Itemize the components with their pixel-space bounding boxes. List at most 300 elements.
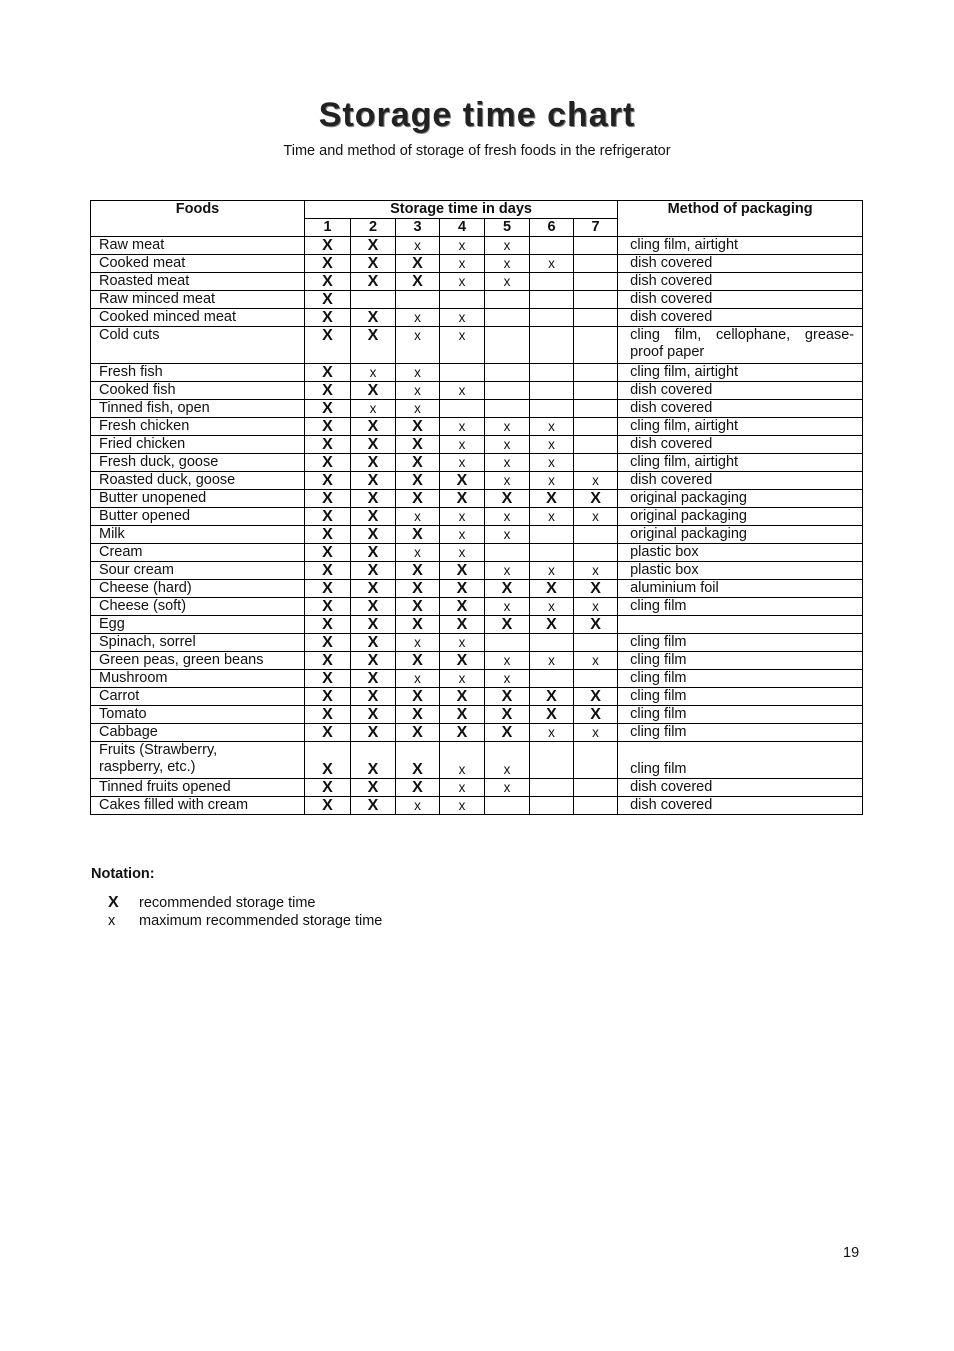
storage-mark-day-6: x (530, 562, 574, 580)
storage-mark-day-6 (530, 327, 574, 364)
storage-mark-day-2: X (351, 454, 396, 472)
packaging-method: dish covered (618, 291, 863, 309)
storage-mark-day-2 (351, 291, 396, 309)
storage-mark-day-4: X (440, 472, 485, 490)
table-row (91, 616, 863, 634)
food-name: Roasted meat (91, 273, 305, 291)
storage-mark-day-6 (530, 237, 574, 255)
storage-mark-day-1: X (305, 309, 351, 327)
storage-mark-day-6: x (530, 652, 574, 670)
packaging-method: cling film (618, 634, 863, 652)
storage-mark-day-2: X (351, 562, 396, 580)
storage-mark-day-5: x (485, 562, 530, 580)
storage-mark-day-7 (574, 400, 618, 418)
table-row (91, 670, 863, 688)
food-name: Mushroom (91, 670, 305, 688)
storage-mark-day-6: X (530, 706, 574, 724)
storage-mark-day-6 (530, 544, 574, 562)
packaging-method: cling film (618, 652, 863, 670)
storage-mark-day-3: x (396, 670, 440, 688)
storage-mark-day-1: X (305, 418, 351, 436)
storage-mark-day-6 (530, 364, 574, 382)
storage-mark-day-3: X (396, 580, 440, 598)
storage-mark-day-6 (530, 779, 574, 797)
storage-mark-day-6 (530, 634, 574, 652)
storage-mark-day-2: X (351, 418, 396, 436)
storage-mark-day-7: X (574, 580, 618, 598)
storage-mark-day-3: X (396, 562, 440, 580)
storage-mark-day-4: X (440, 652, 485, 670)
food-name: Cabbage (91, 724, 305, 742)
storage-mark-day-3: x (396, 400, 440, 418)
food-name: Cheese (soft) (91, 598, 305, 616)
food-name: Carrot (91, 688, 305, 706)
storage-mark-day-1: X (305, 291, 351, 309)
food-name: Tomato (91, 706, 305, 724)
storage-mark-day-3 (396, 291, 440, 309)
packaging-method: cling film (618, 724, 863, 742)
notation-item-recommended (108, 894, 316, 912)
storage-mark-day-2: X (351, 634, 396, 652)
storage-mark-day-6: x (530, 436, 574, 454)
food-name: Fruits (Strawberry, raspberry, etc.) (91, 742, 305, 779)
storage-mark-day-4: x (440, 273, 485, 291)
storage-mark-day-7 (574, 327, 618, 364)
storage-mark-day-3: x (396, 327, 440, 364)
storage-mark-day-1: X (305, 436, 351, 454)
storage-mark-day-5: x (485, 472, 530, 490)
storage-mark-day-4: x (440, 742, 485, 779)
storage-mark-day-2: X (351, 544, 396, 562)
storage-mark-day-5: X (485, 724, 530, 742)
storage-mark-day-5: x (485, 255, 530, 273)
storage-mark-day-7 (574, 309, 618, 327)
storage-mark-day-4: X (440, 562, 485, 580)
storage-mark-day-1: X (305, 670, 351, 688)
storage-mark-day-4: X (440, 580, 485, 598)
table-row (91, 526, 863, 544)
storage-mark-day-6: x (530, 255, 574, 273)
header-day-3: 3 (396, 219, 440, 237)
storage-mark-day-3: X (396, 472, 440, 490)
notation-text: recommended storage time (139, 895, 316, 911)
storage-mark-day-6: x (530, 454, 574, 472)
storage-mark-day-2: X (351, 670, 396, 688)
table-row (91, 634, 863, 652)
storage-mark-day-4: X (440, 616, 485, 634)
packaging-method: dish covered (618, 273, 863, 291)
storage-mark-day-1: X (305, 580, 351, 598)
table-row (91, 309, 863, 327)
header-day-1: 1 (305, 219, 351, 237)
storage-mark-day-7 (574, 797, 618, 815)
storage-mark-day-5 (485, 634, 530, 652)
table-body (91, 237, 863, 815)
food-name: Roasted duck, goose (91, 472, 305, 490)
storage-mark-day-7 (574, 273, 618, 291)
storage-mark-day-7 (574, 436, 618, 454)
storage-mark-day-7 (574, 670, 618, 688)
table-row (91, 436, 863, 454)
food-name: Milk (91, 526, 305, 544)
storage-mark-day-2: X (351, 508, 396, 526)
table-row (91, 688, 863, 706)
food-name: Raw meat (91, 237, 305, 255)
storage-mark-day-6: X (530, 688, 574, 706)
storage-mark-day-2: x (351, 364, 396, 382)
storage-mark-day-3: X (396, 454, 440, 472)
table-row (91, 598, 863, 616)
table-row (91, 724, 863, 742)
storage-time-table (90, 200, 863, 815)
storage-mark-day-4: x (440, 797, 485, 815)
storage-mark-day-5: X (485, 688, 530, 706)
storage-mark-day-4: x (440, 544, 485, 562)
packaging-method: dish covered (618, 309, 863, 327)
storage-mark-day-4: X (440, 688, 485, 706)
notation-symbol: x (108, 913, 116, 929)
storage-mark-day-3: X (396, 598, 440, 616)
storage-mark-day-4: x (440, 382, 485, 400)
packaging-method: cling film, cellophane, grease-proof paper (618, 327, 863, 364)
storage-mark-day-3: X (396, 652, 440, 670)
storage-mark-day-5: X (485, 580, 530, 598)
storage-mark-day-7: X (574, 688, 618, 706)
storage-mark-day-1: X (305, 797, 351, 815)
table-row (91, 327, 863, 364)
storage-mark-day-7: X (574, 616, 618, 634)
notation-symbol: X (108, 894, 119, 911)
storage-mark-day-1: X (305, 688, 351, 706)
storage-mark-day-1: X (305, 526, 351, 544)
page-number: 19 (843, 1245, 860, 1261)
storage-mark-day-3: X (396, 490, 440, 508)
packaging-method: cling film (618, 670, 863, 688)
storage-mark-day-5: x (485, 670, 530, 688)
storage-mark-day-1: X (305, 724, 351, 742)
food-name: Tinned fruits opened (91, 779, 305, 797)
storage-mark-day-3: x (396, 364, 440, 382)
storage-mark-day-2: X (351, 382, 396, 400)
storage-mark-day-5: x (485, 526, 530, 544)
storage-mark-day-4: x (440, 508, 485, 526)
storage-mark-day-2: X (351, 652, 396, 670)
food-name: Cheese (hard) (91, 580, 305, 598)
storage-mark-day-1: X (305, 255, 351, 273)
storage-mark-day-7: x (574, 598, 618, 616)
storage-mark-day-7 (574, 364, 618, 382)
notation-title: Notation: (91, 866, 155, 882)
storage-mark-day-7: X (574, 706, 618, 724)
storage-mark-day-1: X (305, 364, 351, 382)
storage-mark-day-2: X (351, 273, 396, 291)
storage-mark-day-2: X (351, 779, 396, 797)
storage-mark-day-5: x (485, 418, 530, 436)
storage-mark-day-6 (530, 670, 574, 688)
storage-mark-day-1: X (305, 454, 351, 472)
storage-mark-day-3: X (396, 688, 440, 706)
packaging-method: original packaging (618, 526, 863, 544)
storage-mark-day-6 (530, 273, 574, 291)
storage-mark-day-5: x (485, 273, 530, 291)
page-title: Storage time chart (318, 96, 636, 134)
table-row (91, 400, 863, 418)
storage-mark-day-7 (574, 544, 618, 562)
packaging-method: cling film (618, 598, 863, 616)
storage-mark-day-5 (485, 400, 530, 418)
storage-mark-day-4: x (440, 255, 485, 273)
storage-mark-day-6: x (530, 472, 574, 490)
food-name: Fried chicken (91, 436, 305, 454)
storage-mark-day-3: X (396, 706, 440, 724)
storage-mark-day-1: X (305, 652, 351, 670)
packaging-method: dish covered (618, 436, 863, 454)
storage-mark-day-7 (574, 742, 618, 779)
storage-mark-day-3: x (396, 237, 440, 255)
storage-mark-day-7 (574, 291, 618, 309)
table-row (91, 237, 863, 255)
packaging-method: dish covered (618, 472, 863, 490)
storage-mark-day-6: X (530, 580, 574, 598)
storage-mark-day-4: x (440, 634, 485, 652)
storage-mark-day-5: x (485, 454, 530, 472)
notation-item-maximum (108, 913, 382, 929)
header-storage-time: Storage time in days (305, 201, 618, 219)
storage-mark-day-3: X (396, 779, 440, 797)
storage-mark-day-5: x (485, 779, 530, 797)
storage-mark-day-6 (530, 291, 574, 309)
storage-mark-day-2: X (351, 580, 396, 598)
header-method: Method of packaging (618, 201, 863, 237)
packaging-method: cling film (618, 706, 863, 724)
storage-mark-day-7 (574, 779, 618, 797)
header-day-2: 2 (351, 219, 396, 237)
storage-mark-day-3: X (396, 724, 440, 742)
table-row (91, 797, 863, 815)
header-day-7: 7 (574, 219, 618, 237)
storage-mark-day-3: X (396, 418, 440, 436)
storage-mark-day-4: x (440, 327, 485, 364)
storage-mark-day-3: X (396, 273, 440, 291)
header-day-6: 6 (530, 219, 574, 237)
table-row (91, 652, 863, 670)
storage-mark-day-7: x (574, 652, 618, 670)
storage-mark-day-1: X (305, 616, 351, 634)
table-row (91, 291, 863, 309)
storage-mark-day-2: X (351, 598, 396, 616)
storage-mark-day-3: x (396, 309, 440, 327)
packaging-method: cling film, airtight (618, 454, 863, 472)
storage-mark-day-1: X (305, 779, 351, 797)
storage-mark-day-2: X (351, 472, 396, 490)
storage-mark-day-6: x (530, 724, 574, 742)
food-name: Cakes filled with cream (91, 797, 305, 815)
storage-mark-day-5 (485, 797, 530, 815)
storage-mark-day-7 (574, 382, 618, 400)
storage-mark-day-1: X (305, 598, 351, 616)
packaging-method: cling film, airtight (618, 237, 863, 255)
storage-mark-day-3: X (396, 742, 440, 779)
header-day-5: 5 (485, 219, 530, 237)
storage-mark-day-5 (485, 544, 530, 562)
storage-mark-day-5: X (485, 616, 530, 634)
table-row (91, 472, 863, 490)
storage-mark-day-7 (574, 418, 618, 436)
packaging-method: original packaging (618, 508, 863, 526)
storage-mark-day-2: X (351, 309, 396, 327)
storage-mark-day-4 (440, 364, 485, 382)
storage-mark-day-2: X (351, 490, 396, 508)
storage-mark-day-6: x (530, 598, 574, 616)
storage-mark-day-3: x (396, 797, 440, 815)
packaging-method: dish covered (618, 255, 863, 273)
header-foods: Foods (91, 201, 305, 237)
table-row (91, 255, 863, 273)
storage-mark-day-4: x (440, 309, 485, 327)
storage-mark-day-1: X (305, 472, 351, 490)
table-row (91, 418, 863, 436)
packaging-method: dish covered (618, 400, 863, 418)
packaging-method (618, 616, 863, 634)
storage-mark-day-1: X (305, 273, 351, 291)
storage-mark-day-5: x (485, 652, 530, 670)
storage-mark-day-5: x (485, 436, 530, 454)
food-name: Tinned fish, open (91, 400, 305, 418)
food-name: Fresh duck, goose (91, 454, 305, 472)
storage-mark-day-5 (485, 327, 530, 364)
packaging-method: cling film, airtight (618, 364, 863, 382)
storage-mark-day-7: x (574, 724, 618, 742)
table-row (91, 779, 863, 797)
storage-mark-day-6: X (530, 490, 574, 508)
storage-mark-day-4: x (440, 670, 485, 688)
packaging-method: original packaging (618, 490, 863, 508)
storage-mark-day-7 (574, 526, 618, 544)
storage-mark-day-6 (530, 309, 574, 327)
table-row (91, 454, 863, 472)
food-name: Fresh fish (91, 364, 305, 382)
storage-mark-day-7 (574, 454, 618, 472)
page-subtitle: Time and method of storage of fresh foods in the refrigerator (283, 143, 671, 159)
table-row (91, 706, 863, 724)
storage-mark-day-4 (440, 291, 485, 309)
packaging-method: dish covered (618, 779, 863, 797)
storage-mark-day-6: x (530, 418, 574, 436)
storage-mark-day-4: X (440, 724, 485, 742)
storage-mark-day-5: x (485, 508, 530, 526)
storage-mark-day-5 (485, 382, 530, 400)
packaging-method: cling film (618, 688, 863, 706)
table-row (91, 508, 863, 526)
food-name: Cooked fish (91, 382, 305, 400)
storage-mark-day-2: X (351, 706, 396, 724)
storage-mark-day-2: X (351, 742, 396, 779)
storage-mark-day-5 (485, 309, 530, 327)
storage-mark-day-4: X (440, 490, 485, 508)
storage-mark-day-4: x (440, 526, 485, 544)
food-name: Sour cream (91, 562, 305, 580)
table-row (91, 580, 863, 598)
storage-mark-day-4 (440, 400, 485, 418)
storage-mark-day-6 (530, 742, 574, 779)
storage-mark-day-2: X (351, 797, 396, 815)
storage-mark-day-2: X (351, 327, 396, 364)
storage-mark-day-3: X (396, 616, 440, 634)
storage-mark-day-6 (530, 797, 574, 815)
storage-mark-day-3: x (396, 382, 440, 400)
header-day-4: 4 (440, 219, 485, 237)
storage-mark-day-1: X (305, 508, 351, 526)
packaging-method: plastic box (618, 544, 863, 562)
storage-mark-day-6 (530, 526, 574, 544)
table-row (91, 364, 863, 382)
storage-mark-day-3: x (396, 508, 440, 526)
storage-mark-day-2: X (351, 688, 396, 706)
food-name: Fresh chicken (91, 418, 305, 436)
food-name: Cooked meat (91, 255, 305, 273)
storage-mark-day-1: X (305, 382, 351, 400)
storage-mark-day-4: x (440, 779, 485, 797)
storage-mark-day-4: X (440, 706, 485, 724)
storage-mark-day-2: X (351, 237, 396, 255)
storage-mark-day-2: X (351, 526, 396, 544)
storage-mark-day-4: x (440, 418, 485, 436)
food-name: Spinach, sorrel (91, 634, 305, 652)
storage-mark-day-1: X (305, 400, 351, 418)
storage-mark-day-4: x (440, 237, 485, 255)
storage-mark-day-7: x (574, 508, 618, 526)
storage-mark-day-1: X (305, 706, 351, 724)
storage-mark-day-6: X (530, 616, 574, 634)
food-name: Egg (91, 616, 305, 634)
storage-mark-day-4: x (440, 454, 485, 472)
storage-mark-day-1: X (305, 544, 351, 562)
storage-mark-day-2: X (351, 255, 396, 273)
storage-mark-day-1: X (305, 327, 351, 364)
storage-mark-day-3: x (396, 634, 440, 652)
storage-mark-day-2: X (351, 724, 396, 742)
storage-mark-day-5: x (485, 237, 530, 255)
storage-mark-day-1: X (305, 237, 351, 255)
storage-mark-day-3: X (396, 255, 440, 273)
storage-mark-day-1: X (305, 562, 351, 580)
table-row (91, 490, 863, 508)
food-name: Cold cuts (91, 327, 305, 364)
storage-mark-day-6: x (530, 508, 574, 526)
storage-mark-day-7 (574, 634, 618, 652)
packaging-method: aluminium foil (618, 580, 863, 598)
storage-mark-day-7: x (574, 562, 618, 580)
storage-mark-day-5 (485, 291, 530, 309)
storage-mark-day-3: X (396, 436, 440, 454)
packaging-method: cling film, airtight (618, 418, 863, 436)
storage-mark-day-7: X (574, 490, 618, 508)
storage-mark-day-5: x (485, 598, 530, 616)
storage-mark-day-2: X (351, 616, 396, 634)
storage-mark-day-1: X (305, 634, 351, 652)
storage-mark-day-7 (574, 237, 618, 255)
storage-mark-day-4: X (440, 598, 485, 616)
packaging-method: cling film (618, 742, 863, 779)
storage-mark-day-2: x (351, 400, 396, 418)
table-row (91, 273, 863, 291)
storage-mark-day-7 (574, 255, 618, 273)
storage-mark-day-6 (530, 382, 574, 400)
table-row (91, 544, 863, 562)
table-row (91, 562, 863, 580)
storage-mark-day-2: X (351, 436, 396, 454)
storage-mark-day-3: X (396, 526, 440, 544)
